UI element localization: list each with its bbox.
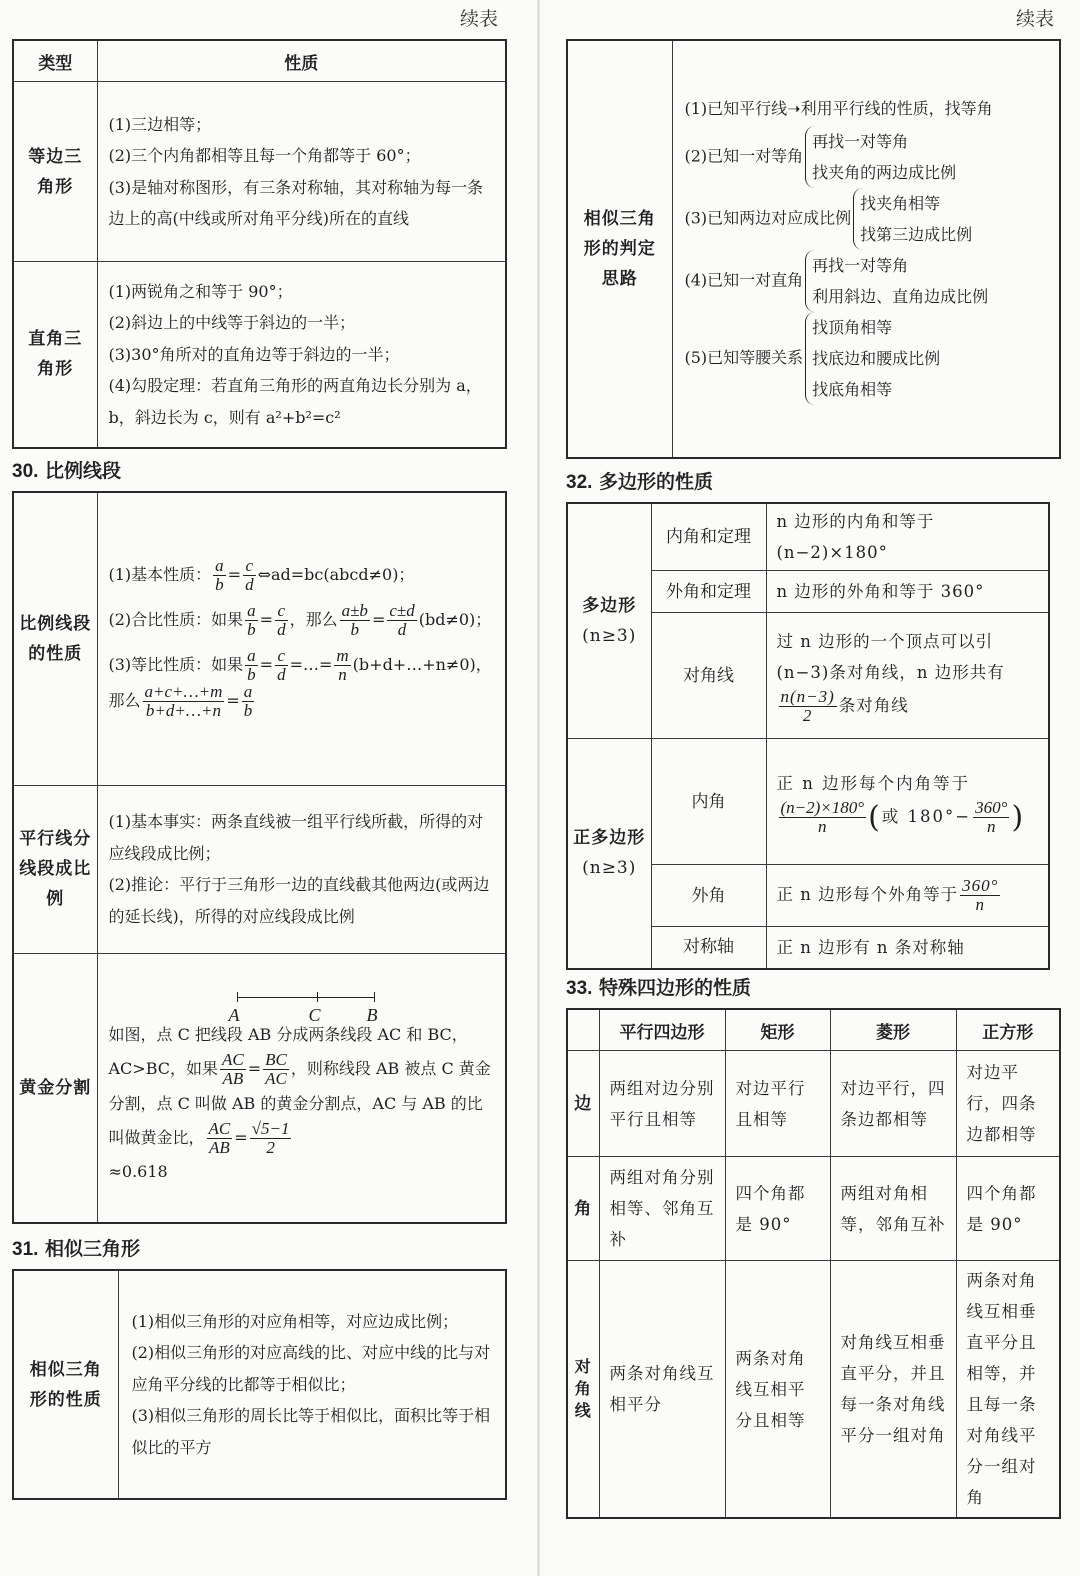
type-parallel-lines: 平行线分线段成比例 [13, 785, 97, 953]
equilateral-properties: (1)三边相等； (2)三个内角都相等且每一个角都等于 60°； (3)是轴对称图形，有三条对称轴，其对称轴为每一条边上的高(中线或所对角平分线)所在的直线 [97, 82, 506, 262]
golden-section-properties: A C B 如图，点 C 把线段 AB 分成两条线段 AC 和 BC，AC>BC，如果 $\frac{AC}{AB}$ = $\frac{BC}{AC}$ ，则称线段 AB 被点 C 黄金分割，点 C 叫做 AB 的黄金分割点，AC 与 AB 的比叫做黄金比， $\frac{AC}{AB}$ = $\frac{√5-1}{2}$ ≈0.618 [97, 953, 506, 1223]
diagonal-value: 过 n 边形的一个顶点可以引(n−3)条对角线，n 边形共有 $\frac{n(n-3)}{2}$ 条对角线 [766, 613, 1049, 739]
right-continued-header: 续表 [1016, 8, 1055, 30]
parallelogram-side: 两组对边分别平行且相等 [599, 1051, 725, 1157]
page-fold [537, 0, 540, 1576]
inner-angle-sum-label: 内角和定理 [651, 503, 766, 571]
inner-angle-sum-value: n 边形的内角和等于(n−2)×180° [766, 503, 1049, 571]
corner-cell [567, 1009, 599, 1051]
rhombus-angle: 两组对角相等，邻角互补 [830, 1157, 956, 1261]
section-30-heading: 30. 比例线段 [12, 460, 122, 482]
column-header-square: 正方形 [956, 1009, 1060, 1051]
type-equilateral: 等边三角形 [13, 82, 97, 262]
section-31-heading: 31. 相似三角形 [12, 1238, 141, 1260]
proportional-segment-table [12, 491, 507, 1224]
type-regular-polygon: 正多边形 (n≥3) [567, 739, 651, 969]
square-diagonal: 两条对角线互相垂直平分且相等，并且每一条对角线平分一组对角 [956, 1261, 1060, 1519]
column-header-property: 性质 [97, 40, 506, 82]
parallel-lines-properties: (1)基本事实：两条直线被一组平行线所截，所得的对应线段成比例； (2)推论：平行于三角形一边的直线截其他两边(或两边的延长线)，所得的对应线段成比例 [97, 785, 506, 953]
similar-triangle-properties-table [12, 1269, 507, 1500]
rhombus-diagonal: 对角线互相垂直平分，并且每一条对角线平分一组对角 [830, 1261, 956, 1519]
section-33-heading: 33. 特殊四边形的性质 [566, 977, 752, 999]
right-triangle-properties: (1)两锐角之和等于 90°； (2)斜边上的中线等于斜边的一半； (3)30°角所对的直角边等于斜边的一半； (4)勾股定理：若直角三角形的两直角边长分别为 a，b，斜边长为 c，则有 a²+b²=c² [97, 262, 506, 448]
parallelogram-diagonal: 两条对角线互相平分 [599, 1261, 725, 1519]
point-c-label: C [308, 1005, 321, 1026]
regular-inner-angle-label: 内角 [651, 739, 766, 865]
type-similar-judgement: 相似三角形的判定思路 [567, 40, 672, 458]
type-similar-properties: 相似三角形的性质 [13, 1270, 118, 1499]
square-angle: 四个角都是 90° [956, 1157, 1060, 1261]
similar-triangle-judgement-table [566, 39, 1061, 459]
type-proportion-property: 比例线段的性质 [13, 492, 97, 785]
outer-angle-sum-value: n 边形的外角和等于 360° [766, 571, 1049, 613]
type-golden-section: 黄金分割 [13, 953, 97, 1223]
similar-properties: (1)相似三角形的对应角相等，对应边成比例； (2)相似三角形的对应高线的比、对应中线的比与对应角平分线的比都等于相似比； (3)相似三角形的周长比等于相似比，面积比等于相似比的平方 [118, 1270, 506, 1499]
special-quadrilateral-table [566, 1008, 1061, 1519]
regular-outer-angle-value: 正 n 边形每个外角等于 $\frac{360^\circ}{n}$ [766, 865, 1049, 927]
type-polygon: 多边形 (n≥3) [567, 503, 651, 739]
column-header-rhombus: 菱形 [830, 1009, 956, 1051]
parallelogram-angle: 两组对角分别相等、邻角互补 [599, 1157, 725, 1261]
point-a-label: A [228, 1005, 240, 1026]
section-32-heading: 32. 多边形的性质 [566, 471, 714, 493]
left-continued-header: 续表 [460, 8, 499, 30]
rectangle-angle: 四个角都是 90° [725, 1157, 830, 1261]
polygon-properties-table [566, 502, 1050, 970]
row-label-angle: 角 [567, 1157, 599, 1261]
outer-angle-sum-label: 外角和定理 [651, 571, 766, 613]
row-label-diagonal: 对角线 [567, 1261, 599, 1519]
column-header-rectangle: 矩形 [725, 1009, 830, 1051]
column-header-parallelogram: 平行四边形 [599, 1009, 725, 1051]
square-side: 对边平行，四条边都相等 [956, 1051, 1060, 1157]
rhombus-side: 对边平行，四条边都相等 [830, 1051, 956, 1157]
proportion-properties: (1)基本性质： $\frac{a}{b}$ = $\frac{c}{d}$ ⇔ad=bc(abcd≠0)； (2)合比性质：如果 $\frac{a}{b}$ = $\frac{c}{d}$ ，那么 $\frac{a\pm b}{b}$ = $\frac{c\pm d}{d}$ (bd≠0)； (3)等比性质：如果 $\frac{a}{b}$ = $\frac{c}{d}$ =…= $\frac{m}{n}$ (b+d+…+n≠0)，那么 $\frac{a+c+\dots+m}{b+d+\dots+n}$ = $\frac{a}{b}$ [97, 492, 506, 785]
segment-ab-line [237, 997, 375, 998]
regular-outer-angle-label: 外角 [651, 865, 766, 927]
row-label-side: 边 [567, 1051, 599, 1157]
point-b-label: B [366, 1005, 378, 1026]
rectangle-diagonal: 两条对角线互相平分且相等 [725, 1261, 830, 1519]
similar-judgement-methods: (1)已知平行线➝利用平行线的性质，找等角 (2)已知一对等角 再找一对等角 找夹角的两边成比例 (3)已知两边对应成比例 找夹角相等 找第三边成比例 (4)已知一对直角 再找一对等角 利用斜边、直角边成比例 (5)已知等腰关系 找顶角相等 找底边和腰成比例 找底角相等 [672, 40, 1060, 458]
type-right-triangle: 直角三角形 [13, 262, 97, 448]
triangle-properties-table [12, 39, 507, 449]
diagonal-label: 对角线 [651, 613, 766, 739]
golden-section-figure [109, 987, 498, 1026]
symmetry-axis-label: 对称轴 [651, 927, 766, 969]
regular-inner-angle-value: 正 n 边形每个内角等于 $\frac{(n-2)\times 180^\circ}{n}$ (或 180°− $\frac{360^\circ}{n}$ ) [766, 739, 1049, 865]
rectangle-side: 对边平行且相等 [725, 1051, 830, 1157]
column-header-type: 类型 [13, 40, 97, 82]
symmetry-axis-value: 正 n 边形有 n 条对称轴 [766, 927, 1049, 969]
